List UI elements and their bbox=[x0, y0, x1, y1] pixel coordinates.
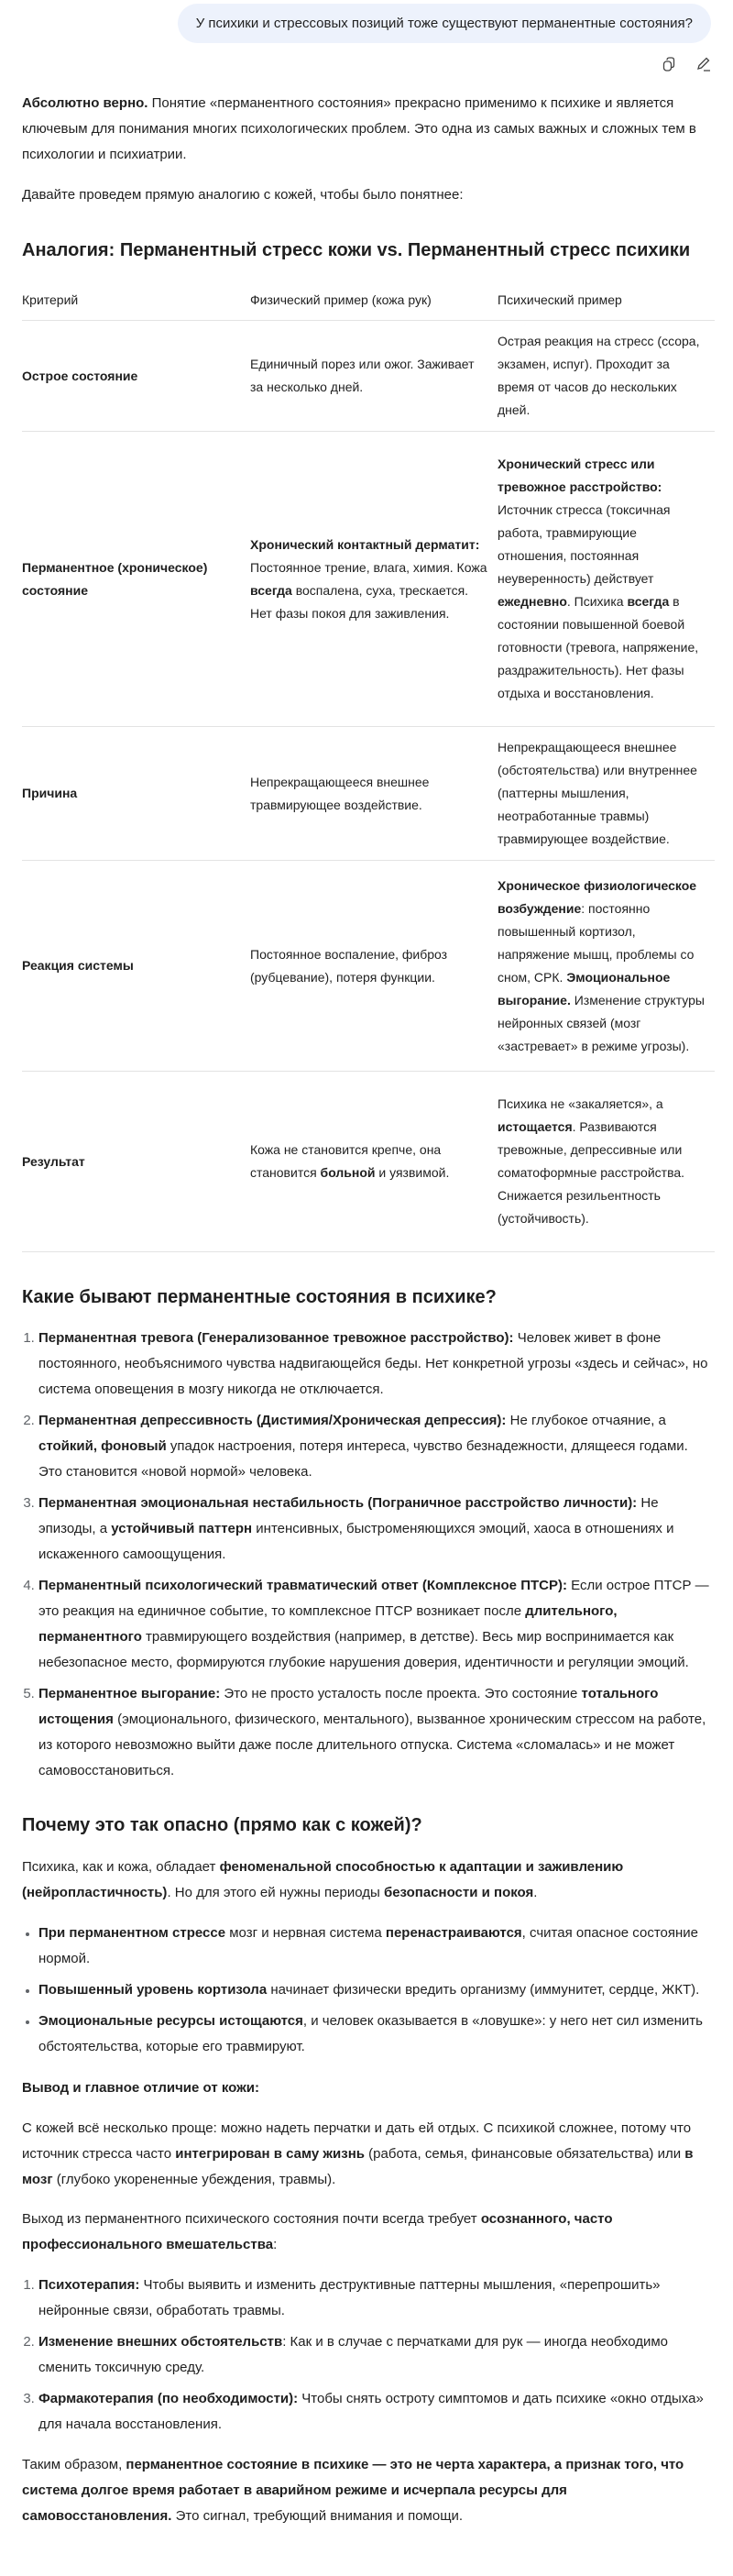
text-segment: Психика, как и кожа, обладает bbox=[22, 1859, 220, 1875]
list-item bbox=[38, 1921, 715, 1972]
criterion-cell: Результат bbox=[22, 1072, 250, 1252]
criterion-cell: Причина bbox=[22, 727, 250, 861]
criterion-cell: Острое состояние bbox=[22, 321, 250, 432]
text-segment: , и человек оказывается в «ловушке»: у него нет сил изменить обстоятельства, которые его травмируют. bbox=[38, 2013, 703, 2054]
text-segment: начинает физически вредить организму (иммунитет, сердце, ЖКТ). bbox=[267, 1982, 700, 1998]
edit-pencil-icon[interactable] bbox=[693, 53, 715, 75]
bold-text: Хроническое физиологическое возбуждение bbox=[498, 877, 697, 916]
table-row bbox=[22, 727, 715, 861]
bold-text: безопасности и покоя bbox=[383, 1885, 534, 1900]
steps-list bbox=[22, 2273, 715, 2438]
physical-example-cell bbox=[250, 727, 498, 861]
text-segment: Непрекращающееся внешнее (обстоятельства) или внутреннее (паттерны мышления, неотработанные травмы) травмирующее воздействие. bbox=[498, 740, 697, 846]
list-item bbox=[38, 1491, 715, 1568]
text-segment: Психика не «закаляется», а bbox=[498, 1096, 663, 1111]
bold-text: Хронический стресс или тревожное расстройство: bbox=[498, 457, 662, 494]
bold-text: Психотерапия: bbox=[38, 2277, 140, 2293]
intro-paragraph bbox=[22, 91, 715, 168]
physical-example-cell bbox=[250, 432, 498, 727]
text-segment: , считая опасное состояние нормой. bbox=[38, 1925, 698, 1966]
text-segment: . Но для этого ей нужны периоды bbox=[167, 1885, 384, 1900]
text-segment: Таким образом, bbox=[22, 2457, 126, 2472]
message-actions bbox=[658, 53, 715, 75]
bold-text: больной bbox=[320, 1165, 376, 1180]
bold-text: осознанного, часто профессионального вмешательства bbox=[22, 2211, 613, 2252]
list-item bbox=[38, 2386, 715, 2438]
text-segment: Изменение структуры нейронных связей (мозг «застревает» в режиме угрозы). bbox=[498, 992, 705, 1053]
text-segment: Понятие «перманентного состояния» прекрасно применимо к психике и является ключевым для понимания многих психологических проблем. Это одна из самых важных и сложных тем в психологии и психиатрии. bbox=[22, 95, 696, 162]
copy-icon[interactable] bbox=[658, 53, 680, 75]
list-item bbox=[38, 1408, 715, 1485]
bold-text: Абсолютно верно. bbox=[22, 95, 148, 111]
psychic-example-cell bbox=[498, 321, 715, 432]
physical-example-cell bbox=[250, 321, 498, 432]
psychic-example-cell bbox=[498, 727, 715, 861]
danger-points-list bbox=[22, 1921, 715, 2060]
bold-text: длительного, перманентного bbox=[38, 1603, 618, 1645]
text-segment: и уязвимой. bbox=[375, 1165, 450, 1180]
list-item bbox=[38, 1326, 715, 1403]
text-segment: . bbox=[533, 1885, 538, 1900]
types-heading: Какие бывают перманентные состояния в психике? bbox=[22, 1287, 497, 1307]
text-segment: С кожей всё несколько проще: можно надеть перчатки и дать ей отдых. С психикой сложнее, потому что источник стресса часто bbox=[22, 2120, 692, 2162]
psychic-example-cell bbox=[498, 1072, 715, 1252]
text-segment: Выход из перманентного психического состояния почти всегда требует bbox=[22, 2211, 481, 2227]
criterion-cell: Реакция системы bbox=[22, 861, 250, 1072]
bold-text: феноменальной способностью к адаптации и заживлению (нейропластичность) bbox=[22, 1859, 624, 1900]
bold-text: Перманентная тревога (Генерализованное тревожное расстройство): bbox=[38, 1330, 514, 1346]
bold-text: Перманентный психологический травматический ответ (Комплексное ПТСР): bbox=[38, 1578, 567, 1593]
physical-example-cell bbox=[250, 1072, 498, 1252]
danger-heading: Почему это так опасно (прямо как с кожей)? bbox=[22, 1815, 422, 1835]
comparison-table bbox=[22, 280, 715, 1252]
text-segment: Это сигнал, требующий внимания и помощи. bbox=[171, 2508, 464, 2524]
types-list bbox=[22, 1326, 715, 1784]
bold-text: всегда bbox=[250, 582, 292, 598]
bold-text: Хронический контактный дерматит: bbox=[250, 536, 480, 552]
bold-text: Перманентная депрессивность (Дистимия/Хроническая депрессия): bbox=[38, 1413, 507, 1428]
text-segment: : bbox=[273, 2237, 278, 2252]
table-row bbox=[22, 861, 715, 1072]
text-segment: Чтобы выявить и изменить деструктивные паттерны мышления, «перепрошить» нейронные связи, обработать травмы. bbox=[38, 2277, 661, 2318]
text-segment: Не эпизоды, а bbox=[38, 1495, 659, 1536]
bold-text: в мозг bbox=[22, 2146, 694, 2187]
list-item bbox=[38, 2273, 715, 2324]
bold-text: Перманентное выгорание: bbox=[38, 1686, 221, 1701]
bold-text: тотального истощения bbox=[38, 1686, 659, 1727]
criterion-cell: Перманентное (хроническое) состояние bbox=[22, 432, 250, 727]
text-segment: Кожа не становится крепче, она становится bbox=[250, 1142, 442, 1180]
psychic-example-cell bbox=[498, 861, 715, 1072]
bold-text: перенастраиваются bbox=[385, 1925, 522, 1941]
text-segment: : постоянно повышенный кортизол, напряжение мышц, проблемы со сном, СРК. bbox=[498, 900, 695, 985]
table-heading: Аналогия: Перманентный стресс кожи vs. Перманентный стресс психики bbox=[22, 240, 691, 260]
assistant-response bbox=[22, 91, 715, 2529]
text-segment: Человек живет в фоне постоянного, необъяснимого чувства надвигающейся беды. Нет конкретной угрозы «здесь и сейчас», но система оповещения в мозгу никогда не отключается. bbox=[38, 1330, 708, 1397]
text-segment: травмирующего воздействия (например, в детстве). Весь мир воспринимается как небезопасное место, формируются глубокие нарушения доверия, идентичности и регуляции эмоций. bbox=[38, 1629, 689, 1670]
text-segment: (эмоционального, физического, ментального), вызванное хроническим стрессом на работе, из которого невозможно выйти даже после длительного отпуска. Система «сломалась» и не может самовосстановиться. bbox=[38, 1712, 706, 1778]
bold-text: Изменение внешних обстоятельств bbox=[38, 2334, 283, 2350]
bold-text: интегрирован в саму жизнь bbox=[175, 2146, 366, 2162]
bold-text: Эмоциональные ресурсы истощаются bbox=[38, 2013, 303, 2029]
column-header: Критерий bbox=[22, 280, 250, 321]
conclusion-label: Вывод и главное отличие от кожи: bbox=[22, 2080, 259, 2096]
column-header: Психический пример bbox=[498, 280, 715, 321]
text-segment: интенсивных, быстроменяющихся эмоций, хаоса в отношениях и искаженного самоощущения. bbox=[38, 1521, 674, 1562]
text-segment: Чтобы снять остроту симптомов и дать психике «окно отдыха» для начала восстановления. bbox=[38, 2391, 704, 2432]
text-segment: в состоянии повышенной боевой готовности (тревога, напряжение, раздражительность). Нет фазы отдыха и восстановления. bbox=[498, 594, 699, 700]
conclusion-paragraph bbox=[22, 2207, 715, 2258]
final-paragraph bbox=[22, 2452, 715, 2529]
table-row bbox=[22, 432, 715, 727]
physical-example-cell bbox=[250, 861, 498, 1072]
text-segment: Если острое ПТСР — это реакция на единичное событие, то комплексное ПТСР возникает после bbox=[38, 1578, 709, 1619]
bold-text: всегда bbox=[627, 594, 670, 609]
text-segment: Острая реакция на стресс (ссора, экзамен, испуг). Проходит за время от часов до нескольких дней. bbox=[498, 334, 700, 417]
list-item bbox=[38, 1977, 715, 2003]
text-segment: Источник стресса (токсичная работа, травмирующие отношения, постоянная неуверенность) действует bbox=[498, 502, 671, 586]
list-item bbox=[38, 1573, 715, 1676]
bold-text: перманентное состояние в психике — это не черта характера, а признак того, что система долгое время работает в аварийном режиме и исчерпала ресурсы для самовосстановления. bbox=[22, 2457, 684, 2524]
conclusion-paragraph bbox=[22, 2116, 715, 2193]
text-segment: . Психика bbox=[566, 594, 628, 609]
text-segment: упадок настроения, потеря интереса, чувство безнадежности, длящееся годами. Это становится «новой нормой» человека. bbox=[38, 1438, 688, 1480]
user-message-row bbox=[178, 4, 711, 43]
text-segment: . Развиваются тревожные, депрессивные или соматоформные расстройства. Снижается резильентность (устойчивость). bbox=[498, 1119, 685, 1226]
bold-text: При перманентном стрессе bbox=[38, 1925, 226, 1941]
bold-text: Фармакотерапия (по необходимости): bbox=[38, 2391, 299, 2406]
danger-intro bbox=[22, 1855, 715, 1906]
bold-text: устойчивый паттерн bbox=[111, 1521, 253, 1536]
text-segment: Непрекращающееся внешнее травмирующее воздействие. bbox=[250, 774, 430, 812]
list-item bbox=[38, 2329, 715, 2381]
bold-text: Повышенный уровень кортизола bbox=[38, 1982, 268, 1998]
list-item bbox=[38, 1681, 715, 1784]
text-segment: Единичный порез или ожог. Заживает за несколько дней. bbox=[250, 357, 475, 394]
text-segment: Давайте проведем прямую аналогию с кожей, чтобы было понятнее: bbox=[22, 187, 464, 203]
text-segment: Это не просто усталость после проекта. Это состояние bbox=[220, 1686, 582, 1701]
text-segment: : Как и в случае с перчатками для рук — иногда необходимо сменить токсичную среду. bbox=[38, 2334, 669, 2375]
intro-paragraph bbox=[22, 182, 715, 208]
column-header: Физический пример (кожа рук) bbox=[250, 280, 498, 321]
text-segment: Постоянное воспаление, фиброз (рубцевание), потеря функции. bbox=[250, 946, 448, 985]
psychic-example-cell bbox=[498, 432, 715, 727]
list-item bbox=[38, 2009, 715, 2060]
text-segment: Не глубокое отчаяние, а bbox=[506, 1413, 666, 1428]
table-row bbox=[22, 1072, 715, 1252]
user-message-bubble: У психики и стрессовых позиций тоже существуют перманентные состояния? bbox=[178, 4, 711, 43]
table-row bbox=[22, 321, 715, 432]
bold-text: стойкий, фоновый bbox=[38, 1438, 167, 1454]
bold-text: ежедневно bbox=[498, 594, 567, 609]
text-segment: воспалена, суха, трескается. Нет фазы покоя для заживления. bbox=[250, 582, 469, 621]
bold-text: Эмоциональное выгорание. bbox=[498, 969, 671, 1007]
text-segment: (глубоко укорененные убеждения, травмы). bbox=[52, 2172, 336, 2187]
bold-text: Перманентная эмоциональная нестабильность (Пограничное расстройство личности): bbox=[38, 1495, 638, 1511]
text-segment: мозг и нервная система bbox=[225, 1925, 386, 1941]
text-segment: Постоянное трение, влага, химия. Кожа bbox=[250, 559, 487, 575]
table-header-row bbox=[22, 280, 715, 321]
text-segment: (работа, семья, финансовые обязательства) или bbox=[365, 2146, 685, 2162]
bold-text: истощается bbox=[498, 1119, 573, 1134]
